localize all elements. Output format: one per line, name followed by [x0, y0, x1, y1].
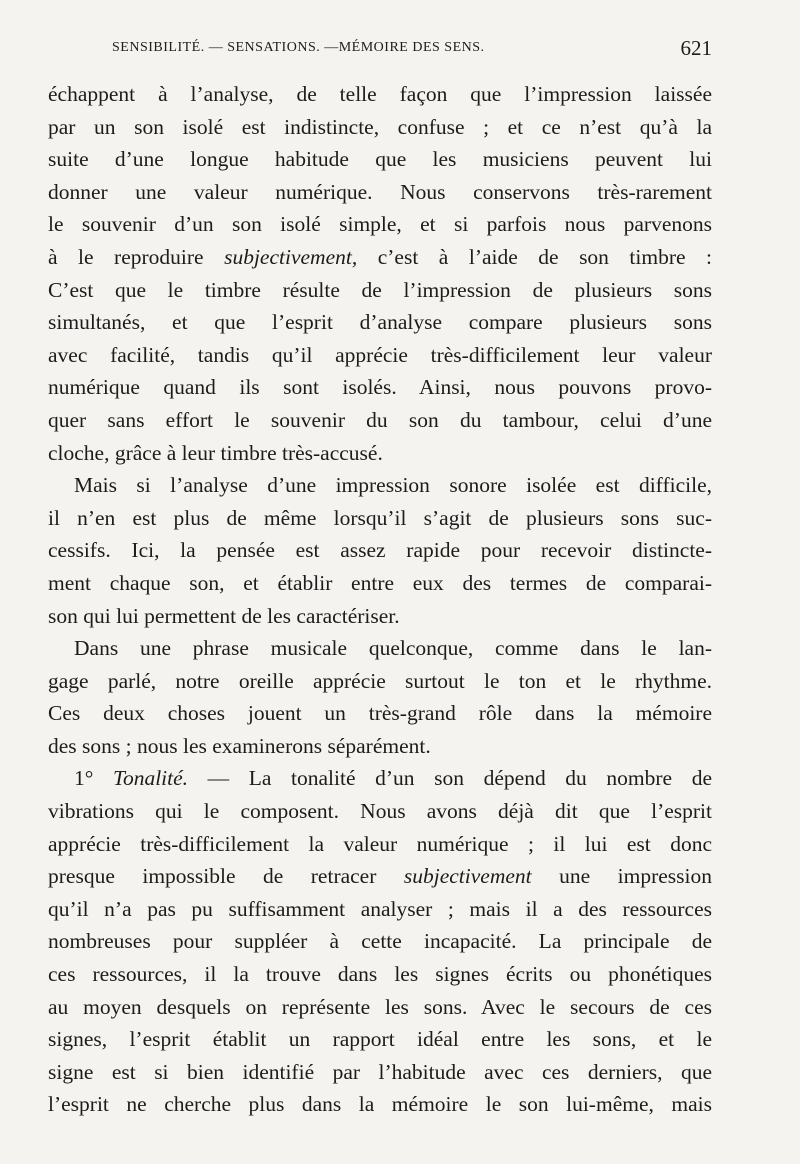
text-line: Mais si l’analyse d’une impression sonore isolée est difficile, [74, 473, 712, 498]
section-title: Tonalité. [112, 766, 189, 791]
text-line: avec facilité, tandis qu’il apprécie très-difficilement leur valeur [48, 342, 712, 367]
paragraph [48, 78, 712, 469]
text-line-mixed [48, 762, 712, 795]
text-line: nombreuses pour suppléer à cette incapacité. La principale de [48, 929, 712, 954]
text-line: il n’en est plus de même lorsqu’il s’agit de plusieurs sons suc- [48, 505, 712, 530]
page-number: 621 [680, 36, 712, 60]
text-line: l’esprit ne cherche plus dans la mémoire le son lui-même, mais [48, 1092, 712, 1117]
text-line: cloche, grâce à leur timbre très-accusé. [48, 440, 383, 465]
body-text [48, 78, 712, 1121]
text-line: apprécie très-difficilement la valeur numérique ; il lui est donc [48, 831, 712, 856]
italic-term: subjectivement, [224, 244, 358, 269]
text-fragment: — La tonalité d’un son dépend du nombre de [207, 766, 712, 791]
text-line: le souvenir d’un son isolé simple, et si parfois nous parvenons [48, 212, 712, 237]
text-line: Ces deux choses jouent un très-grand rôle dans la mémoire [48, 701, 712, 726]
text-line: ces ressources, il la trouve dans les signes écrits ou phonétiques [48, 962, 712, 987]
paragraph [48, 632, 712, 762]
text-line: signes, l’esprit établit un rapport idéal entre les sons, et le [48, 1027, 712, 1052]
section-number: 1° [74, 766, 94, 791]
text-line: des sons ; nous les examinerons séparément. [48, 733, 431, 758]
running-head: SENSIBILITÉ. — SENSATIONS. —MÉMOIRE DES SENS. [112, 40, 485, 55]
text-line-mixed [48, 241, 712, 274]
text-line: par un son isolé est indistincte, confuse ; et ce n’est qu’à la [48, 114, 712, 139]
text-fragment: une impression [559, 864, 713, 889]
text-line: qu’il n’a pas pu suffisamment analyser ; mais il a des ressources [48, 896, 712, 921]
text-line: signe est si bien identifié par l’habitude avec ces derniers, que [48, 1059, 712, 1084]
text-fragment: presque impossible de retracer [48, 864, 377, 889]
text-line: échappent à l’analyse, de telle façon que l’impression laissée [48, 82, 712, 106]
text-line: au moyen desquels on représente les sons. Avec le secours de ces [48, 994, 712, 1019]
text-line: suite d’une longue habitude que les musiciens peuvent lui [48, 147, 712, 172]
text-fragment: c’est à l’aide de son timbre : [377, 244, 713, 269]
text-line: numérique quand ils sont isolés. Ainsi, nous pouvons provo- [48, 375, 712, 400]
page-header [112, 36, 712, 60]
paragraph [48, 469, 712, 632]
italic-term: subjectivement [403, 864, 532, 889]
text-line: quer sans effort le souvenir du son du tambour, celui d’une [48, 407, 712, 432]
text-line: vibrations qui le composent. Nous avons déjà dit que l’esprit [48, 799, 712, 824]
paragraph [48, 762, 712, 1121]
text-fragment: à le reproduire [48, 244, 204, 269]
text-line-mixed [48, 860, 712, 893]
text-line: Dans une phrase musicale quelconque, comme dans le lan- [74, 636, 712, 661]
text-line: C’est que le timbre résulte de l’impression de plusieurs sons [48, 277, 712, 302]
text-line: simultanés, et que l’esprit d’analyse compare plusieurs sons [48, 310, 712, 335]
text-line: ment chaque son, et établir entre eux des termes de comparai- [48, 570, 712, 595]
text-line: son qui lui permettent de les caractériser. [48, 603, 400, 628]
text-line: cessifs. Ici, la pensée est assez rapide pour recevoir distincte- [48, 538, 712, 563]
text-line: gage parlé, notre oreille apprécie surtout le ton et le rhythme. [48, 668, 712, 693]
text-line: donner une valeur numérique. Nous conservons très-rarement [48, 179, 712, 204]
